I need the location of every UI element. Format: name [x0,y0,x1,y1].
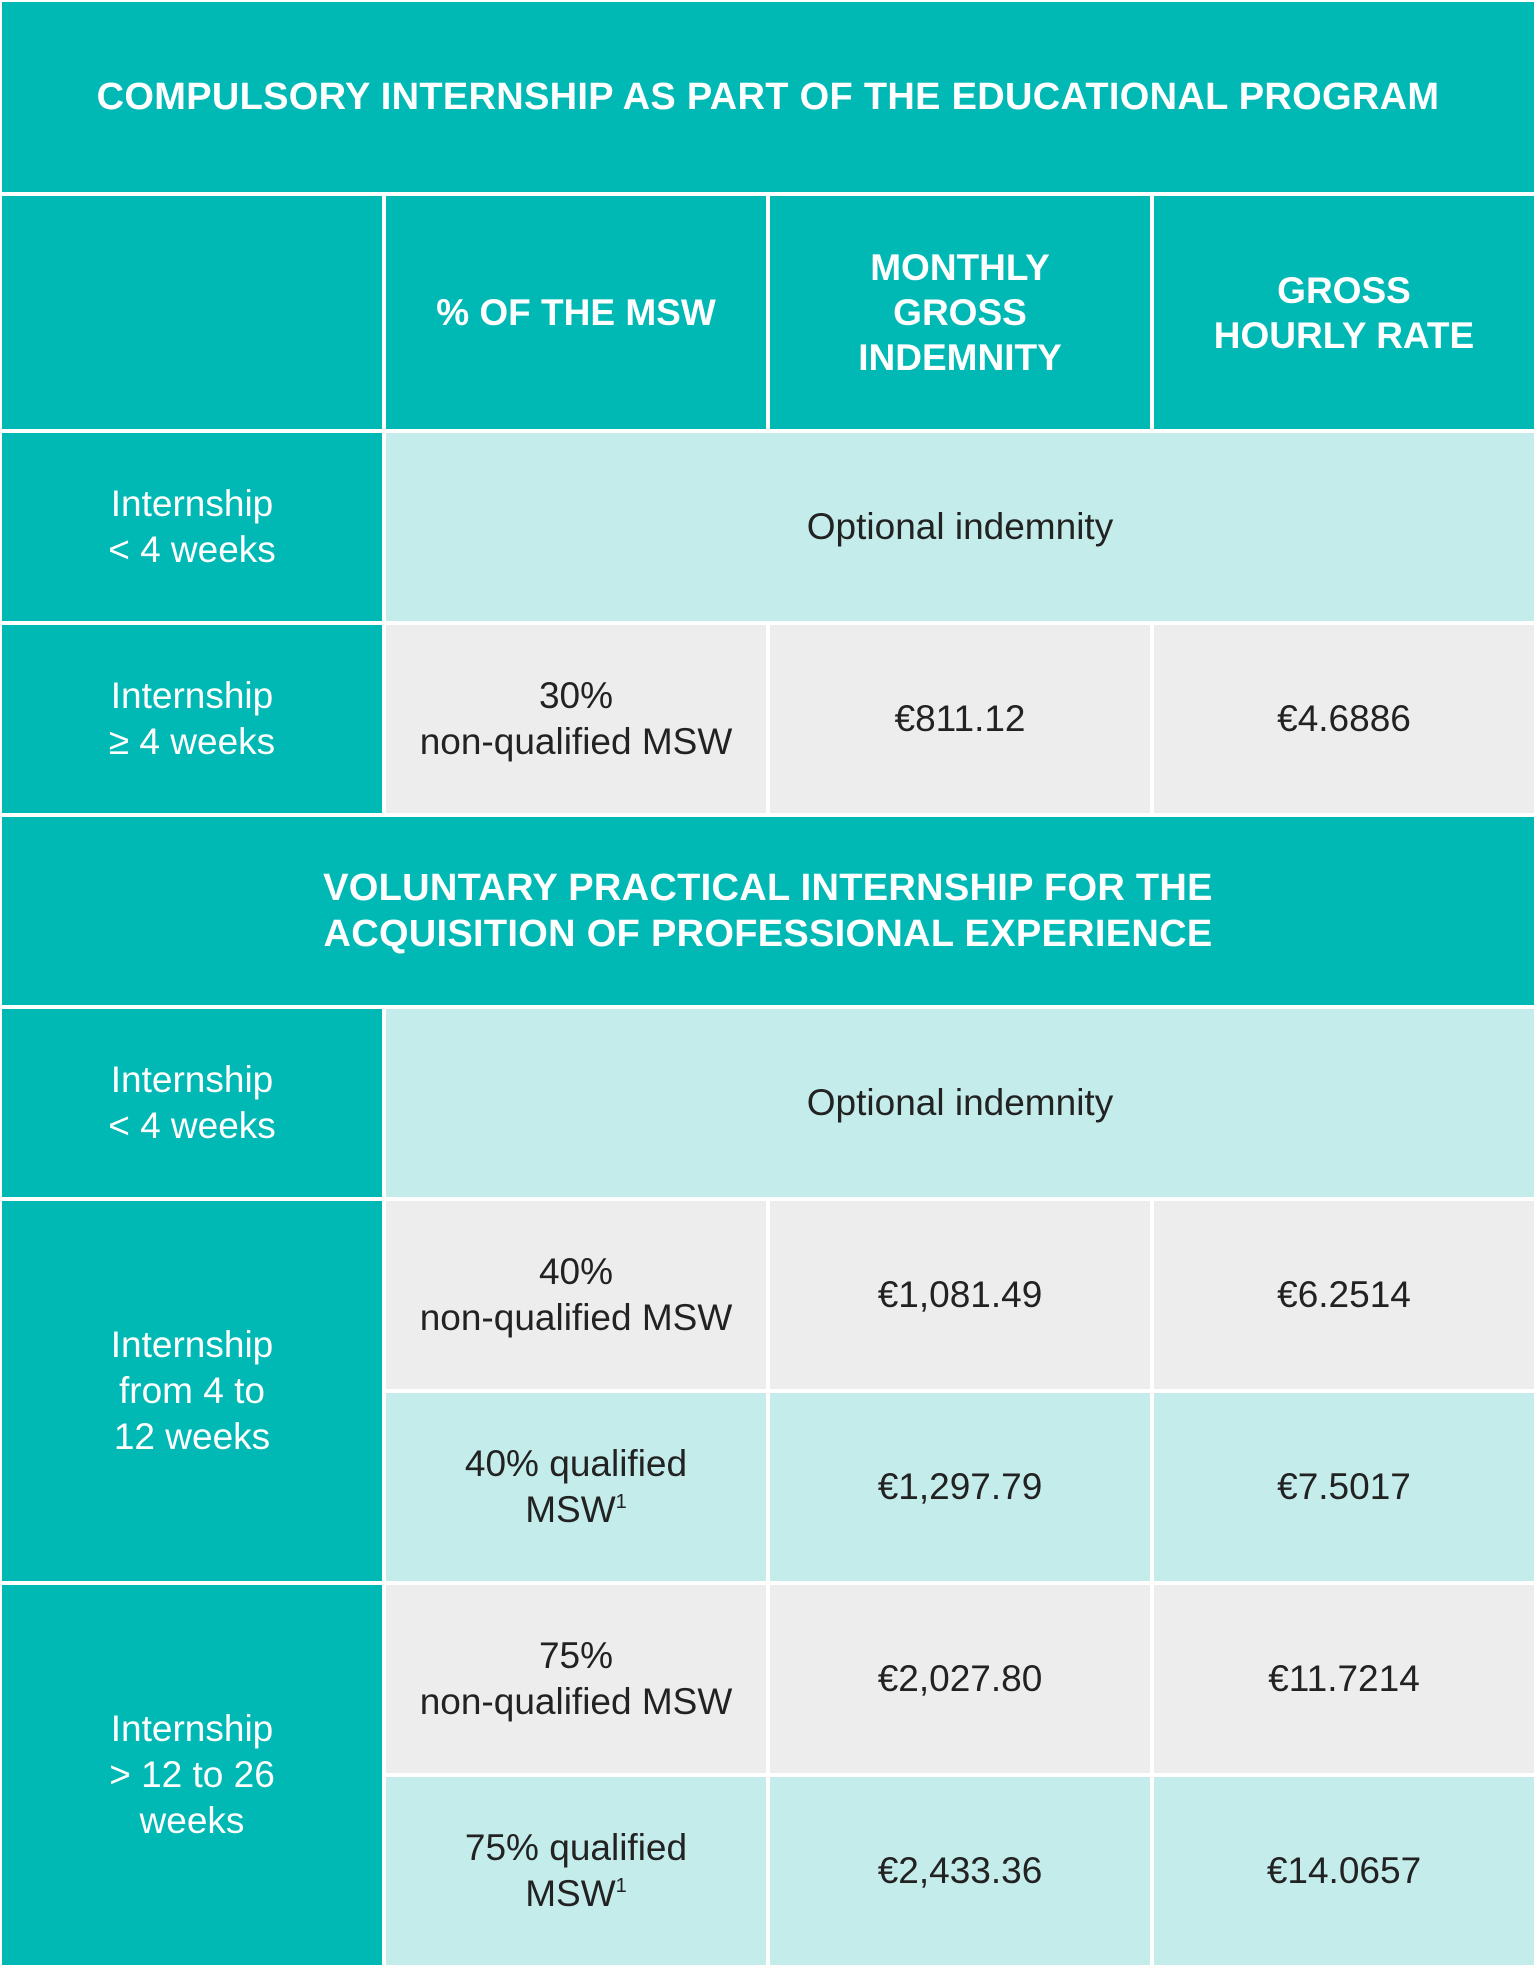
pct-compulsory-ge4: 30% non-qualified MSW [386,625,766,813]
monthly-12to26-qualified: €2,433.36 [770,1777,1150,1965]
column-header-gross-hourly-rate: GROSS HOURLY RATE [1154,196,1534,429]
pct-12to26-qualified-text: 75% qualified MSW [464,1827,688,1914]
column-header-monthly-gross-indemnity: MONTHLY GROSS INDEMNITY [770,196,1150,429]
column-header-pct-msw: % OF THE MSW [386,196,766,429]
monthly-4to12-qualified: €1,297.79 [770,1393,1150,1581]
header-empty-cell [2,196,382,429]
row-label-compulsory-ge4: Internship ≥ 4 weeks [2,625,382,813]
row-label-voluntary-lt4: Internship < 4 weeks [2,1009,382,1197]
optional-indemnity-compulsory: Optional indemnity [386,433,1534,621]
footnote-marker: 1 [615,1491,627,1513]
hourly-compulsory-ge4: €4.6886 [1154,625,1534,813]
section-title-compulsory: COMPULSORY INTERNSHIP AS PART OF THE EDUCATIONAL PROGRAM [2,2,1534,192]
pct-4to12-qualified [386,1393,766,1581]
monthly-4to12-nonqualified: €1,081.49 [770,1201,1150,1389]
hourly-4to12-qualified: €7.5017 [1154,1393,1534,1581]
pct-4to12-nonqualified: 40% non-qualified MSW [386,1201,766,1389]
monthly-compulsory-ge4: €811.12 [770,625,1150,813]
hourly-4to12-nonqualified: €6.2514 [1154,1201,1534,1389]
internship-indemnity-table [2,2,1534,1960]
footnote-marker: 1 [615,1875,627,1897]
hourly-12to26-nonqualified: €11.7214 [1154,1585,1534,1773]
row-label-compulsory-lt4: Internship < 4 weeks [2,433,382,621]
row-label-voluntary-12to26: Internship > 12 to 26 weeks [2,1585,382,1965]
pct-12to26-qualified [386,1777,766,1965]
row-label-voluntary-4to12: Internship from 4 to 12 weeks [2,1201,382,1581]
section-title-voluntary: VOLUNTARY PRACTICAL INTERNSHIP FOR THE ACQUISITION OF PROFESSIONAL EXPERIENCE [2,817,1534,1005]
pct-4to12-qualified-text: 40% qualified MSW [464,1443,688,1530]
monthly-12to26-nonqualified: €2,027.80 [770,1585,1150,1773]
optional-indemnity-voluntary: Optional indemnity [386,1009,1534,1197]
hourly-12to26-qualified: €14.0657 [1154,1777,1534,1965]
pct-12to26-nonqualified: 75% non-qualified MSW [386,1585,766,1773]
